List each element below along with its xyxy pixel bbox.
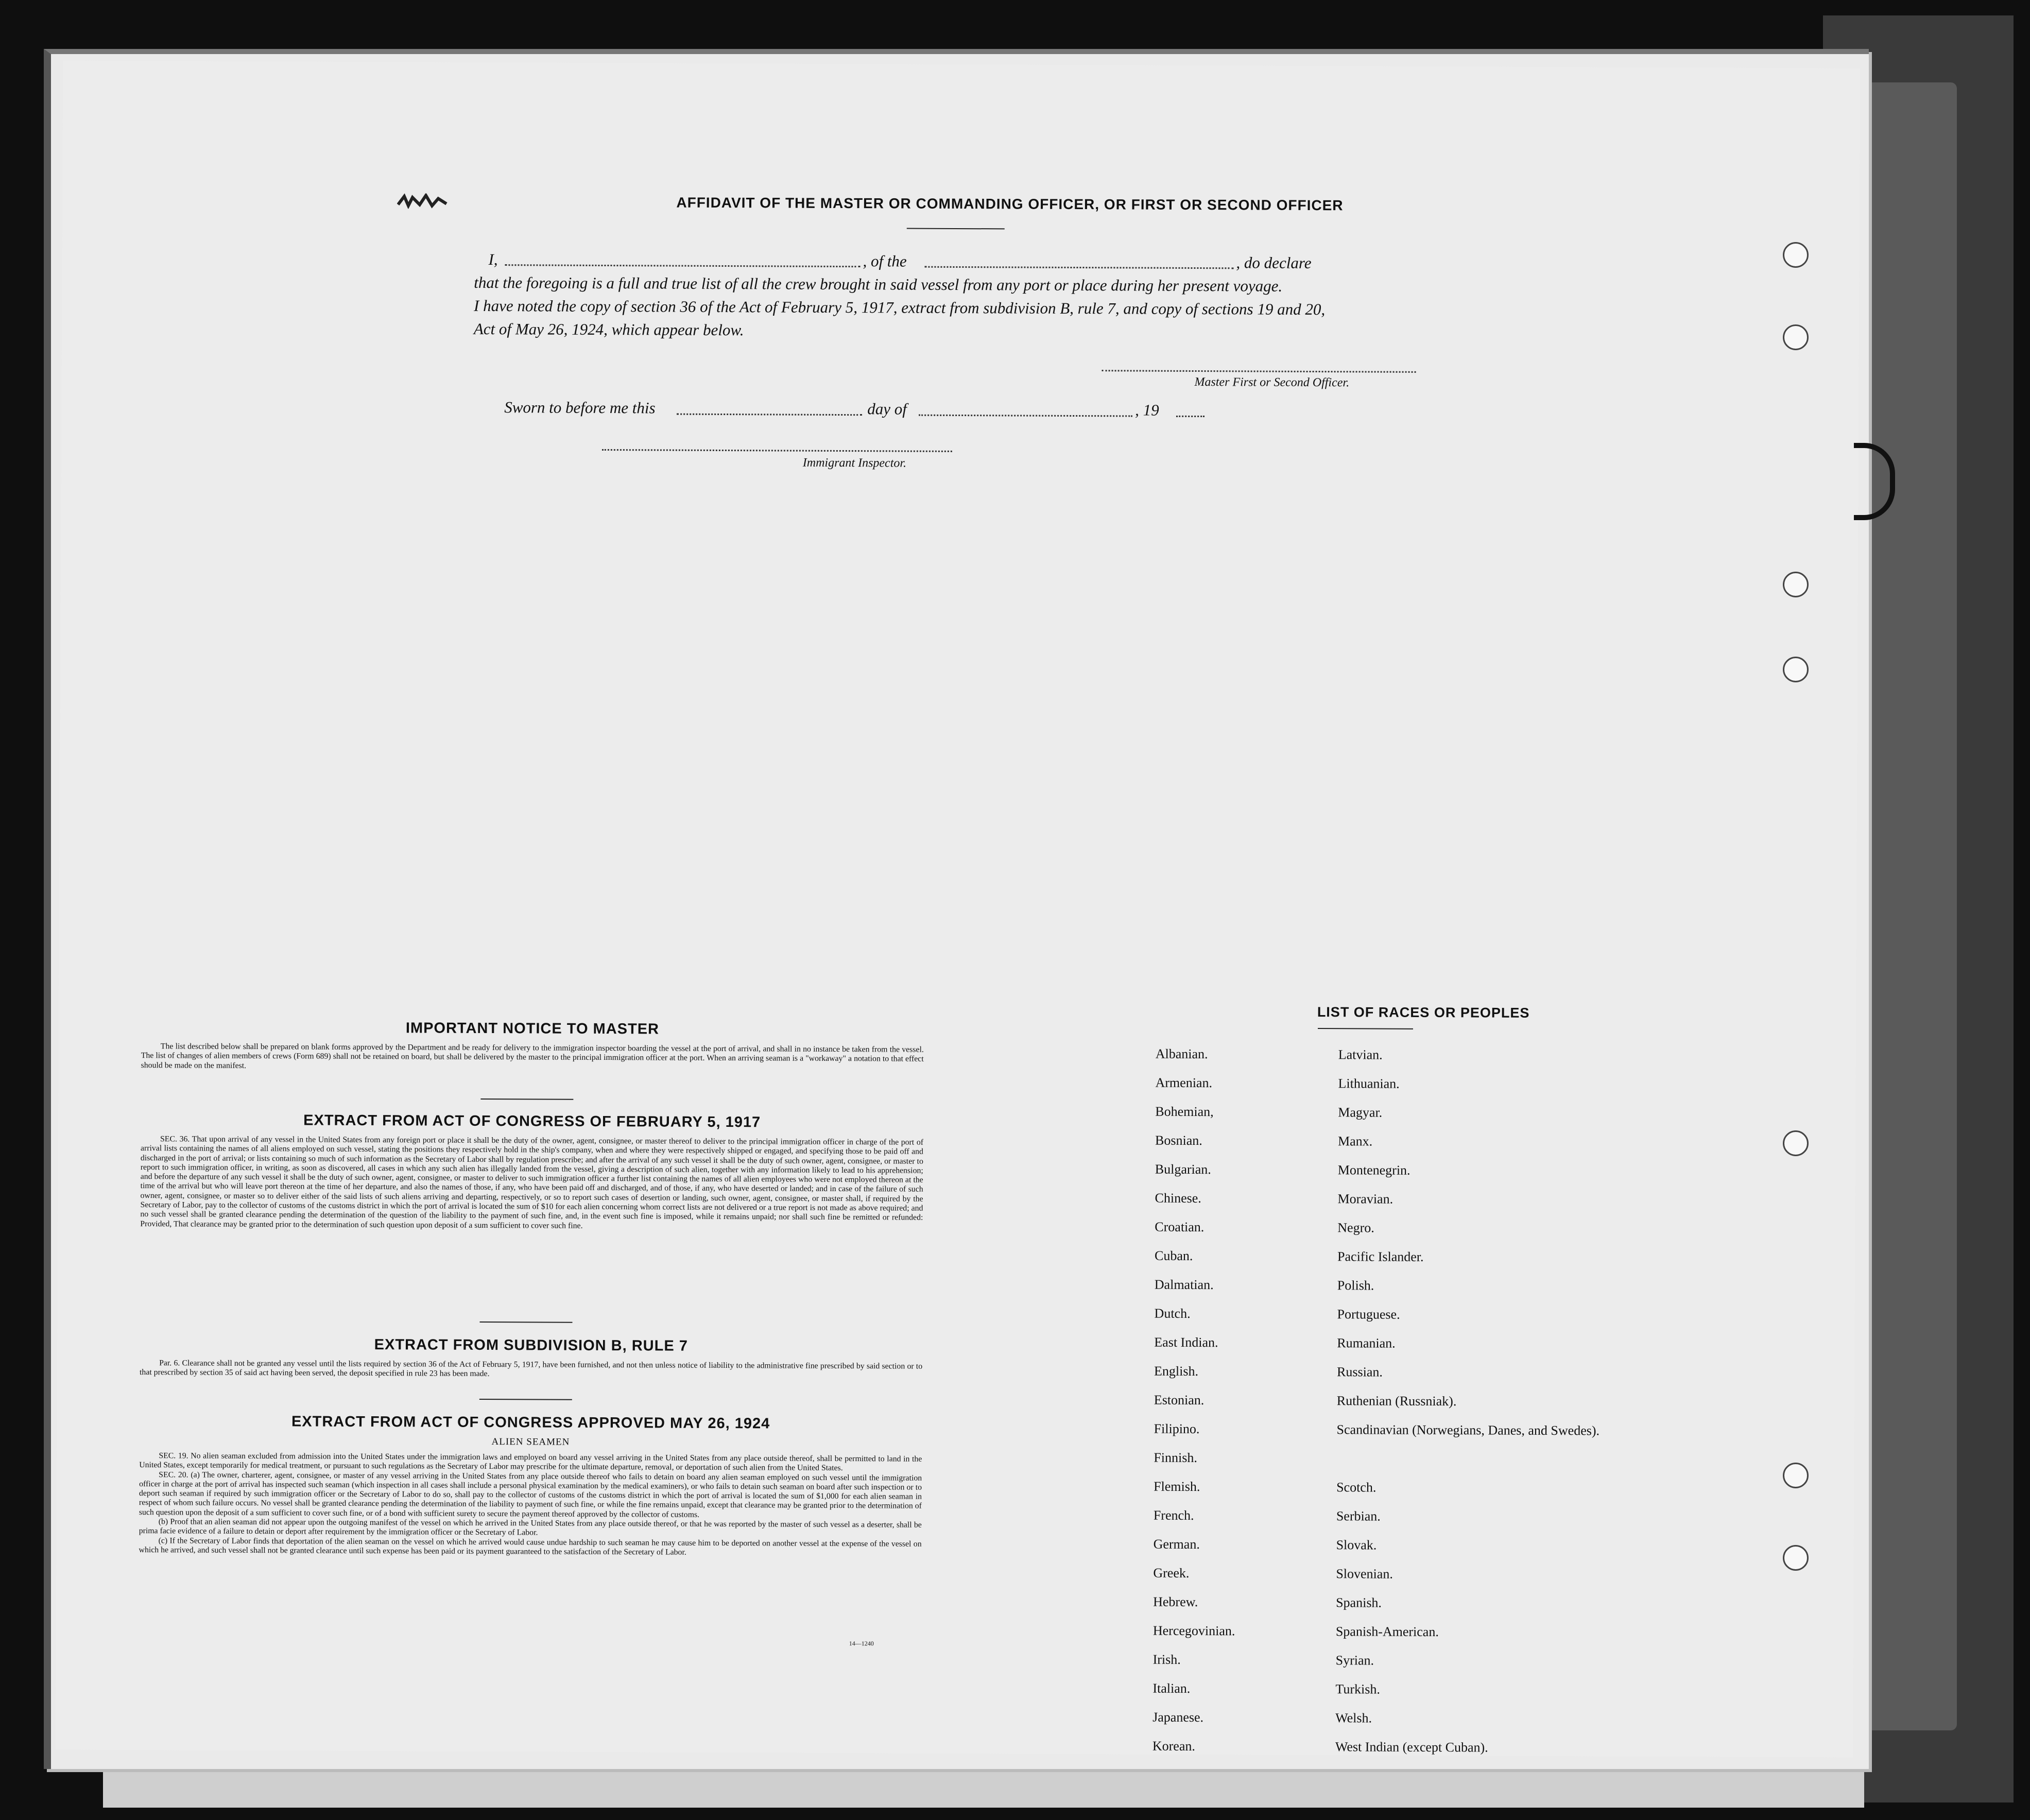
race-item: Flemish. <box>1154 1479 1200 1495</box>
rule7-text: Par. 6. Clearance shall not be granted any vessel until the lists required by section 36 of the Act of February 5, 1917, have been furnished, and not then unless notice of liability to the administrative fine prescribed by said section or to that prescribed by section 35 of said act having been served, the deposit specified in rule 23 has been made. <box>140 1359 923 1379</box>
race-item: Turkish. <box>1335 1681 1380 1697</box>
sworn-day-of: day of <box>867 400 907 418</box>
race-item: German. <box>1153 1536 1200 1552</box>
race-item: Chinese. <box>1155 1190 1201 1206</box>
race-item: Hercegovinian. <box>1152 1623 1235 1639</box>
binder-hole <box>1783 242 1809 268</box>
month-blank <box>919 415 1132 417</box>
sworn-text: Sworn to before me this <box>504 398 656 417</box>
binder-hole <box>1783 572 1809 597</box>
extract-1917-text: SEC. 36. That upon arrival of any vessel in the United States from any foreign port or place it shall be the duty of the owner, agent, consignee, or master thereof to deliver to the principal immigration officer in charge of the port of arrival lists containing the names of all aliens employed on such vessel, stating the positions they respectively hold in the ship's company, when and where they were respectively shipped or engaged, and specifying those to be paid off and discharged in the port of arrival; or lists containing so much of such information as the Secretary of Labor shall by regulation prescribe; and after the arrival of any such vessel it shall be the duty of such owner, agent, consignee, or master to report to such immigration officer, in writing, as soon as discovered, all cases in which any such alien has illegally landed from the vessel, giving a description of such alien, together with any information likely to lead to his apprehension; and before the departure of any such vessel it shall be the duty of such owner, agent, consignee, or master to deliver to such immigration officer a further list containing the names of all alien employees who were not employed thereon at the time of the arrival but who will leave port thereon at the time of her departure, and also the names of those, if any, who have been paid off and discharged, and of those, if any, who have deserted or landed; and in case of the failure of such owner, agent, consignee, or master so to deliver either of the said lists of such aliens arriving and departing, respectively, or so to report such cases of desertion or landing, such owner, agent, consignee, or master shall, if required by the Secretary of Labor, pay to the collector of customs of the customs district in which the port of arrival is located the sum of $10 for each alien concerning whom correct lists are not delivered or a true report is not made as above required; and no such vessel shall be granted clearance pending the determination of the question of the liability to the payment of such fine, and, in the event such fine is imposed, while it remains unpaid; nor shall such fine be remitted or refunded: Provided, That clearance may be granted prior to the determination of such question upon deposit of a sum sufficient to cover such fine. <box>140 1135 924 1230</box>
stamp-mark <box>397 193 454 209</box>
affidavit-line1-mid: , of the <box>863 252 907 270</box>
race-item: Spanish. <box>1336 1595 1382 1610</box>
race-item: Finnish. <box>1154 1450 1197 1466</box>
race-item: Dalmatian. <box>1154 1277 1214 1293</box>
race-item: Slovak. <box>1336 1537 1377 1553</box>
race-item: Welsh. <box>1335 1710 1372 1726</box>
binder-hole <box>1783 1545 1809 1571</box>
affidavit-line4: Act of May 26, 1924, which appear below. <box>473 319 744 339</box>
race-item: Syrian. <box>1335 1653 1374 1668</box>
races-title: LIST OF RACES OR PEOPLES <box>1317 1004 1530 1021</box>
sec20a-paragraph: SEC. 20. (a) The owner, charterer, agent, consignee, or master of any vessel arriving in the United States from any place outside thereof who fails to detain on board any alien seaman employed on such vessel until the immigration officer in charge at the port of arrival has inspected such seaman (which inspection in all cases shall include a personal physical examination by the medical examiners), or who fails to detain such seaman on board after such inspection or to deport such seaman if required by such immigration officer or the Secretary of Labor to do so, shall pay to the collector of customs of the customs district in which the port of arrival is located the sum of $1,000 for each alien seaman in respect of whom such failure occurs. No vessel shall be granted clearance pending the determination of the liability to payment of such fine, or while the fine remains unpaid, except that clearance may be granted prior to the determination of such question upon the deposit of a sum sufficient to cover such fine, or of a bond with sufficient surety to secure the payment thereof approved by the collector of customs. <box>139 1470 922 1519</box>
binder-hole <box>1783 1130 1809 1156</box>
sec20b-paragraph: (b) Proof that an alien seaman did not appear upon the outgoing manifest of the vessel on which he arrived in the United States from any place outside thereof, or that he was reported by the master of such vessel as a deserter, shall be prima facie evidence of a failure to detain or deport after requirement by the immigration officer or the Secretary of Labor. <box>139 1517 922 1537</box>
race-item: Montenegrin. <box>1337 1162 1410 1178</box>
races-column-2 <box>1335 1047 1602 1769</box>
race-item: Greek. <box>1153 1565 1190 1581</box>
race-item: Croatian. <box>1155 1219 1205 1235</box>
race-item: Magyar. <box>1338 1105 1383 1120</box>
race-item: Japanese. <box>1152 1709 1204 1725</box>
inspector-label: Immigrant Inspector. <box>802 456 907 470</box>
race-item: Cuban. <box>1155 1248 1193 1263</box>
binder-hole <box>1783 324 1809 350</box>
divider-1 <box>480 1098 573 1100</box>
race-item: Filipino. <box>1154 1421 1200 1437</box>
race-item: East Indian. <box>1154 1334 1218 1350</box>
affidavit-title: AFFIDAVIT OF THE MASTER OR COMMANDING OFFICER, OR FIRST OR SECOND OFFICER <box>676 194 1344 214</box>
race-item: Lithuanian. <box>1338 1076 1400 1091</box>
race-item: Moravian. <box>1337 1191 1394 1207</box>
master-signature-blank <box>1102 370 1416 373</box>
notice-heading: IMPORTANT NOTICE TO MASTER <box>405 1020 660 1038</box>
race-item: English. <box>1154 1363 1199 1379</box>
notice-text: The list described below shall be prepared on blank forms approved by the Department and be ready for delivery to the immigration inspector boarding the vessel at the port of arrival, and shall in no instance be taken from the vessel. The list of changes of alien members of crews (Form 689) shall not be retained on board, but shall be delivered by the master to the principal immigration officer at the port. When an arriving seaman is a "workaway" a notation to that effect should be made on the manifest. <box>141 1042 924 1070</box>
binder-hole <box>1783 657 1809 682</box>
race-item: Manx. <box>1337 1134 1373 1149</box>
race-item: Spanish-American. <box>1335 1624 1439 1640</box>
extract-1924-text <box>139 1451 922 1558</box>
race-item: Bosnian. <box>1155 1132 1202 1148</box>
race-item: Rumanian. <box>1337 1335 1396 1351</box>
race-item: Ruthenian (Russniak). <box>1336 1393 1457 1409</box>
race-item: Scotch. <box>1336 1480 1377 1495</box>
name-blank <box>505 264 860 267</box>
affidavit-line2: that the foregoing is a full and true list of all the crew brought in said vessel from any port or place during her present voyage. <box>474 273 1283 295</box>
master-signature-label: Master First or Second Officer. <box>1194 375 1350 390</box>
race-item: Bohemian, <box>1155 1104 1214 1120</box>
divider-2 <box>479 1321 572 1323</box>
alien-seamen-subheading: ALIEN SEAMEN <box>491 1436 570 1448</box>
extract-1917-heading: EXTRACT FROM ACT OF CONGRESS OF FEBRUARY 5, 1917 <box>303 1112 761 1131</box>
race-item: Bulgarian. <box>1155 1161 1211 1177</box>
form-number: 14—1240 <box>849 1640 874 1647</box>
race-item: French. <box>1153 1507 1194 1523</box>
race-item: Portuguese. <box>1337 1307 1400 1322</box>
sworn-year: , 19 <box>1135 401 1159 419</box>
year-blank <box>1176 416 1205 417</box>
inspector-signature-blank <box>602 449 952 452</box>
affidavit-line1-start: I, <box>488 250 498 269</box>
race-item: West Indian (except Cuban). <box>1335 1739 1488 1755</box>
races-column-1 <box>1152 1046 1238 1768</box>
race-item: Serbian. <box>1336 1508 1381 1524</box>
race-item: Dutch. <box>1154 1306 1191 1321</box>
race-item: Scandinavian (Norwegians, Danes, and Swedes). <box>1336 1422 1600 1438</box>
day-blank <box>677 414 862 416</box>
divider-3 <box>479 1399 572 1400</box>
title-divider <box>907 228 1005 230</box>
race-item: Latvian. <box>1338 1047 1383 1062</box>
race-item: Russian. <box>1337 1364 1383 1380</box>
race-item: Albanian. <box>1155 1046 1208 1062</box>
race-item: Pacific Islander. <box>1337 1249 1424 1264</box>
binder-hole <box>1783 1463 1809 1488</box>
affidavit-line1-end: , do declare <box>1236 253 1312 272</box>
race-item: Armenian. <box>1155 1075 1213 1091</box>
race-item: Negro. <box>1337 1220 1374 1235</box>
race-item: Hebrew. <box>1153 1594 1198 1610</box>
races-divider <box>1318 1028 1413 1029</box>
binder-spine <box>1859 82 1957 1730</box>
sec20c-paragraph: (c) If the Secretary of Labor finds that deportation of the alien seaman on the vessel on which he arrived would cause undue hardship to such seaman he may cause him to be deported on another vessel at the expense of the vessel on which he arrived, and such vessel shall not be granted clearance until such expense has been paid or its payment guaranteed to the satisfaction of the Secretary of Labor. <box>139 1536 922 1557</box>
sec19-paragraph: SEC. 19. No alien seaman excluded from admission into the United States under the immigration laws and employed on board any vessel arriving in the United States from any place outside thereof, shall be permitted to land in the United States, except temporarily for medical treatment, or pursuant to such regulations as the Secretary of Labor may prescribe for the ultimate departure, removal, or deportation of such alien from the United States. <box>139 1451 922 1473</box>
race-item: Polish. <box>1337 1278 1374 1293</box>
affidavit-line3: I have noted the copy of section 36 of the Act of February 5, 1917, extract from subdivision B, rule 7, and copy of sections 19 and 20, <box>474 296 1326 319</box>
extract-1924-heading: EXTRACT FROM ACT OF CONGRESS APPROVED MAY 26, 1924 <box>291 1413 770 1432</box>
race-item: Italian. <box>1152 1680 1191 1696</box>
document-page <box>56 60 1860 1757</box>
race-item: Slovenian. <box>1336 1566 1393 1582</box>
race-item: Estonian. <box>1154 1392 1205 1408</box>
race-item: Irish. <box>1152 1652 1181 1667</box>
race-item: Korean. <box>1152 1738 1195 1754</box>
rule7-heading: EXTRACT FROM SUBDIVISION B, RULE 7 <box>374 1336 688 1354</box>
vessel-blank <box>924 266 1233 269</box>
